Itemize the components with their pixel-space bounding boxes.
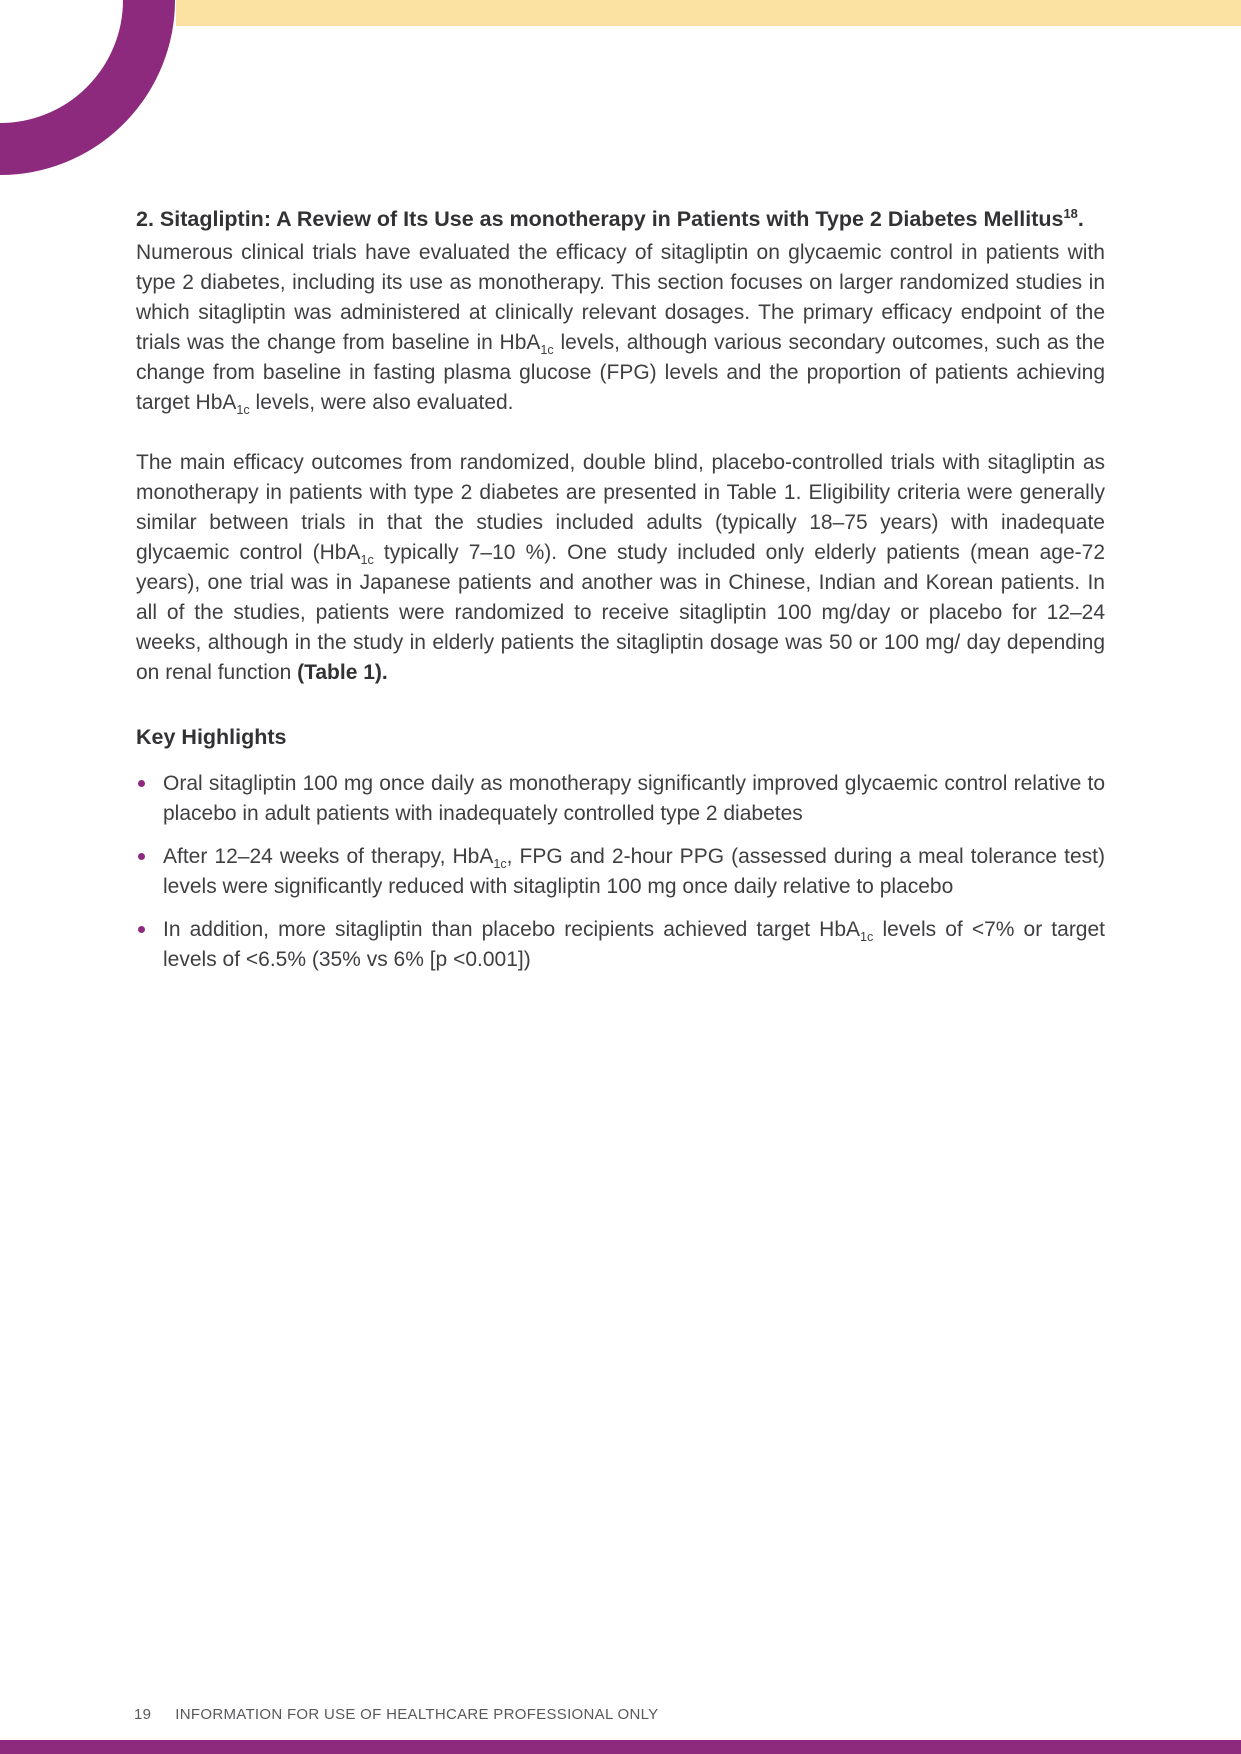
page-footer xyxy=(134,1706,658,1723)
bullet-dot-icon xyxy=(138,926,145,933)
bullet-dot-icon xyxy=(138,853,145,860)
key-highlights-title: Key Highlights xyxy=(136,725,287,749)
paragraph-intro: Numerous clinical trials have evaluated the efficacy of sitagliptin on glycaemic control in patients with type 2 diabetes, including its use as monotherapy. This section focuses on larger randomized studies in which sitagliptin was administered at clinically relevant dosages. The primary efficacy endpoint of the trials was the change from baseline in HbA$_{1c}$ levels, although various secondary outcomes, such as the change from baseline in fasting plasma glucose (FPG) levels and the proportion of patients achieving target HbA$_{1c}$ levels, were also evaluated. xyxy=(136,241,1105,418)
list-item xyxy=(136,842,1105,902)
footer-notice: INFORMATION FOR USE OF HEALTHCARE PROFESSIONAL ONLY xyxy=(175,1706,659,1723)
list-item xyxy=(136,915,1105,975)
list-item xyxy=(136,769,1105,829)
document-body xyxy=(136,204,1105,975)
top-accent-bar xyxy=(176,0,1241,26)
bottom-accent-bar xyxy=(0,1740,1241,1754)
paragraph-efficacy-outcomes: The main efficacy outcomes from randomized, double blind, placebo-controlled trials with sitagliptin as monotherapy in patients with type 2 diabetes are presented in Table 1. Eligibility criteria were generally similar between trials in that the studies included adults (typically 18–75 years) with inadequate glycaemic control (HbA$_{1c}$ typically 7–10 %). One study included only elderly patients (mean age-72 years), one trial was in Japanese patients and another was in Chinese, Indian and Korean patients. In all of the studies, patients were randomized to receive sitagliptin 100 mg/day or placebo for 12–24 weeks, although in the study in elderly patients the sitagliptin dosage was 50 or 100 mg/ day depending on renal function (Table 1). xyxy=(136,451,1105,684)
section-heading: 2. Sitagliptin: A Review of Its Use as monotherapy in Patients with Type 2 Diabetes Mellitus$^{18}$. xyxy=(136,205,1084,231)
bullet-text: Oral sitagliptin 100 mg once daily as monotherapy significantly improved glycaemic control relative to placebo in adult patients with inadequately controlled type 2 diabetes xyxy=(163,772,1105,825)
corner-arc-decoration xyxy=(0,0,175,175)
bullet-text: In addition, more sitagliptin than placebo recipients achieved target HbA$_{1c}$ levels of <7% or target levels of <6.5% (35% vs 6% [p <0.001]) xyxy=(163,918,1106,971)
footer-page-number: 19 xyxy=(134,1706,152,1723)
bullet-text: After 12–24 weeks of therapy, HbA$_{1c}$, FPG and 2-hour PPG (assessed during a meal tolerance test) levels were significantly reduced with sitagliptin 100 mg once daily relative to placebo xyxy=(163,845,1105,898)
key-highlights-list xyxy=(136,769,1105,975)
bullet-dot-icon xyxy=(138,780,145,787)
